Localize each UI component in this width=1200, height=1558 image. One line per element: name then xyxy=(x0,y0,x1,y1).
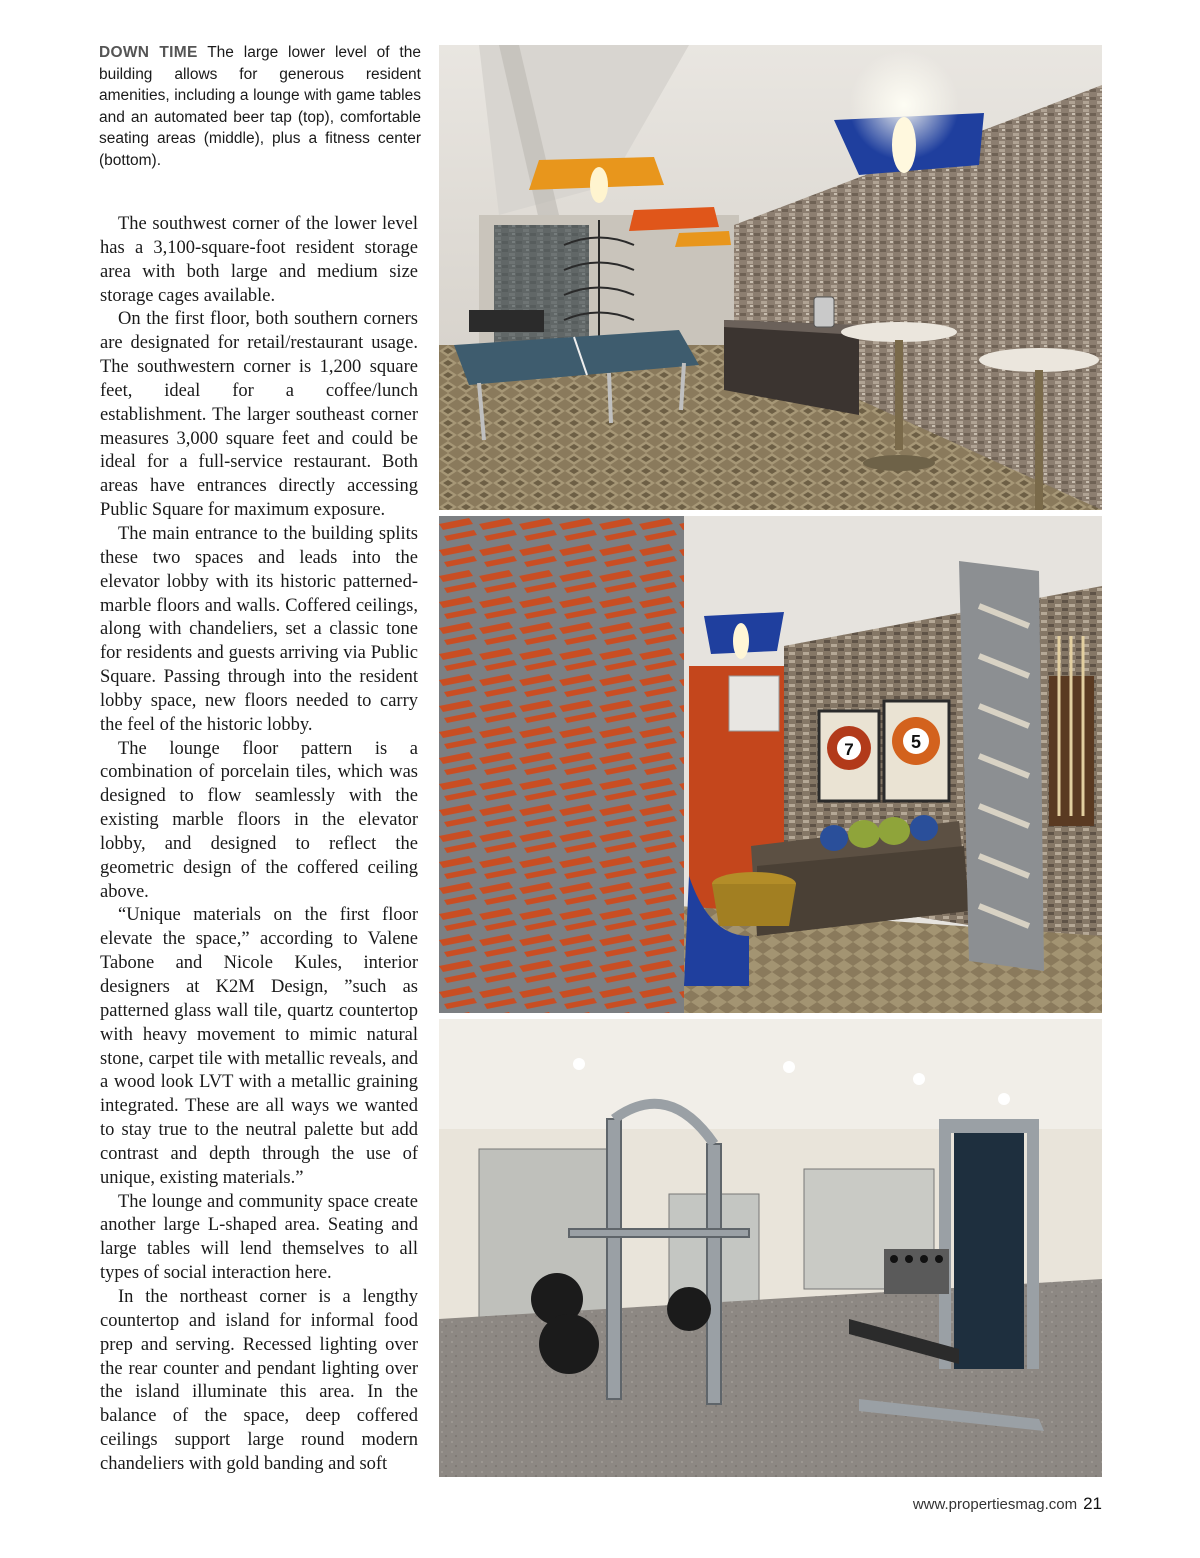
article-paragraph: The lounge floor pattern is a combination of porcelain tiles, which was designed to flow seamlessly with the existing marble floors in the elevator lobby, and designed to reflect the geometric design of the coffered ceiling above. xyxy=(100,738,418,902)
fitness-illustration xyxy=(439,1019,1102,1477)
article-paragraph: The southwest corner of the lower level has a 3,100-square-foot resident storage area with both large and medium size storage cages available. xyxy=(100,214,418,306)
page-footer xyxy=(860,1494,1102,1514)
article-paragraph: The main entrance to the building splits these two spaces and leads into the elevator lobby with its historic patterned-marble floors and walls. Coffered ceilings, along with chandeliers, set a classic tone for residents and guests arriving via Public Square. Passing through into the resident lobby space, new floors needed to carry the feel of the historic lobby. xyxy=(100,523,418,735)
article-paragraph: On the first floor, both southern corners are designated for retail/restaurant usage. The southwestern corner is 1,200 square feet, ideal for a coffee/lunch establishment. The larger southeast corner measures 3,000 square feet and could be ideal for a full-service restaurant. Both areas have entrances directly accessing Public Square for maximum exposure. xyxy=(100,309,418,521)
article-paragraph: The lounge and community space create another large L-shaped area. Seating and large tables will lend themselves to all types of social interaction here. xyxy=(100,1191,418,1284)
article-paragraph: In the northeast corner is a lengthy countertop and island for informal food prep and serving. Recessed lighting over the rear counter and pendant lighting over the island illuminate this area. In the balance of the space, deep coffered ceilings support large round modern chandeliers with gold banding and soft xyxy=(100,1286,418,1474)
photo-lounge-game-tables xyxy=(439,45,1102,510)
page-number: 21 xyxy=(1083,1494,1102,1513)
photo-fitness-center xyxy=(439,1019,1102,1477)
caption-text: The large lower level of the building allows for generous resident amenities, including a lounge with game tables and an automated beer tap (top), comfortable seating areas (middle), plus a fitness center (bottom). xyxy=(99,44,421,169)
seating-illustration xyxy=(439,516,1102,1013)
lounge-illustration xyxy=(439,45,1102,510)
caption-kicker: DOWN TIME xyxy=(99,44,198,61)
article-body xyxy=(100,213,418,1477)
billiard-ball-seven: 7 xyxy=(844,740,854,759)
billiard-ball-five: 5 xyxy=(910,732,922,752)
photo-caption xyxy=(99,42,421,172)
footer-url: www.propertiesmag.com xyxy=(912,1496,1078,1513)
photo-lounge-seating xyxy=(439,516,1102,1013)
beer-tap-icon xyxy=(814,297,834,327)
article-paragraph: “Unique materials on the first floor elevate the space,” according to Valene Tabone and Nicole Kules, interior designers at K2M Design, ”such as patterned glass wall tile, quartz countertop with heavy movement to mimic natural stone, carpet tile with metallic reveals, and a wood look LVT with a metallic graining integrated. These are all ways we wanted to stay true to the neutral palette but add contrast and depth through the use of unique, existing materials.” xyxy=(100,905,418,1188)
